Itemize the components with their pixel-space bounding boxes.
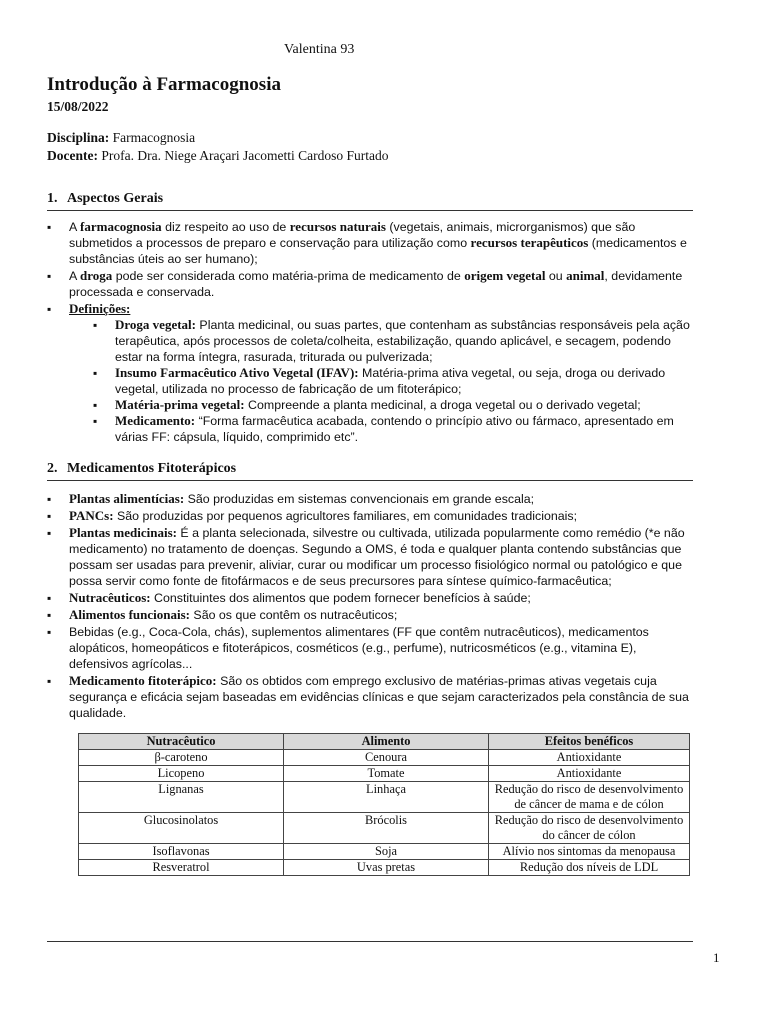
list-item: ▪ Medicamento fitoterápico: São os obtidos com emprego exclusivo de matérias-primas ativas vegetais cuja segurança e eficácia sejam baseadas em evidências clínicas e que sejam caracterizados pela constância de sua qualidade. [47, 673, 693, 721]
table-cell: Soja [284, 844, 489, 860]
table-header-row [79, 734, 690, 750]
nutraceuticals-table [78, 733, 690, 876]
table-cell: Lignanas [79, 782, 284, 813]
definitions-label: Definições: [69, 301, 131, 316]
definition-item: ▪ Droga vegetal: Planta medicinal, ou suas partes, que contenham as substâncias responsáveis pela ação terapêutica, após processos de coleta/colheita, estabilização, quando aplicável, e secagem, podendo estar na forma íntegra, rasurada, triturada ou pulverizada; [69, 317, 693, 365]
definitions-item [47, 301, 693, 445]
definition-item: ▪ Matéria-prima vegetal: Compreende a planta medicinal, a droga vegetal ou o derivado vegetal; [69, 397, 693, 413]
table-cell: Tomate [284, 766, 489, 782]
table-cell: Antioxidante [489, 750, 690, 766]
list-item: ▪ Nutracêuticos: Constituintes dos alimentos que podem fornecer benefícios à saúde; [47, 590, 693, 606]
table-cell: Linhaça [284, 782, 489, 813]
table-cell: Antioxidante [489, 766, 690, 782]
list-item: ▪ Alimentos funcionais: São os que contêm os nutracêuticos; [47, 607, 693, 623]
section-2-number: 2. [47, 461, 58, 476]
table-cell: Redução dos níveis de LDL [489, 860, 690, 876]
table-row [79, 860, 690, 876]
list-item: ▪ PANCs: São produzidas por pequenos agricultores familiares, em comunidades tradicionais; [47, 508, 693, 524]
table-row [79, 766, 690, 782]
table-cell: Isoflavonas [79, 844, 284, 860]
section-1-heading [47, 191, 693, 211]
section-2-heading [47, 461, 693, 481]
teacher-value: Profa. Dra. Niege Araçari Jacometti Cardoso Furtado [101, 148, 389, 163]
discipline-label: Disciplina: [47, 130, 110, 145]
section-1-list [47, 219, 693, 446]
definition-item: ▪ Insumo Farmacêutico Ativo Vegetal (IFAV): Matéria-prima ativa vegetal, ou seja, droga ou derivado vegetal, utilizada no processo de fabricação de um fitoterápico; [69, 365, 693, 397]
table-cell: Redução do risco de desenvolvimento de câncer de mama e de cólon [489, 782, 690, 813]
table-cell: Uvas pretas [284, 860, 489, 876]
table-row [79, 750, 690, 766]
table-row [79, 813, 690, 844]
section-1-title: Aspectos Gerais [67, 191, 164, 206]
list-item: ▪ A droga pode ser considerada como matéria-prima de medicamento de origem vegetal ou animal, devidamente processada e conservada. [47, 268, 693, 300]
list-item: ▪ Plantas medicinais: É a planta selecionada, silvestre ou cultivada, utilizada popularmente como remédio (*e não medicamento) no tratamento de doenças. Segundo a OMS, é toda e qualquer planta contendo substâncias que possam ser usadas para prevenir, aliviar, curar ou modificar um processo fisiológico normal ou patológico e que possa servir como fonte de fitofármacos e de seus precursores para síntese químico-farmacêutica; [47, 525, 693, 589]
column-header: Efeitos benéficos [489, 734, 690, 750]
section-1-number: 1. [47, 191, 58, 206]
table-cell: Redução do risco de desenvolvimento do câncer de cólon [489, 813, 690, 844]
table-cell: Cenoura [284, 750, 489, 766]
table-cell: Glucosinolatos [79, 813, 284, 844]
document-title: Introdução à Farmacognosia [47, 74, 281, 95]
discipline-line [47, 130, 195, 146]
header-author: Valentina 93 [284, 42, 355, 57]
column-header: Nutracêutico [79, 734, 284, 750]
table-row [79, 844, 690, 860]
discipline-value: Farmacognosia [112, 130, 196, 145]
teacher-label: Docente: [47, 148, 98, 163]
section-2-title: Medicamentos Fitoterápicos [67, 461, 237, 476]
list-item: ▪ Plantas alimentícias: São produzidas em sistemas convencionais em grande escala; [47, 491, 693, 507]
definitions-list [69, 317, 693, 445]
table-cell: β-caroteno [79, 750, 284, 766]
list-item: ▪ A farmacognosia diz respeito ao uso de recursos naturais (vegetais, animais, microrganismos) que são submetidos a processos de preparo e conservação para utilização como recursos terapêuticos (medicamentos e substâncias úteis ao ser humano); [47, 219, 693, 267]
definition-item: ▪ Medicamento: “Forma farmacêutica acabada, contendo o princípio ativo ou fármaco, apresentado em várias FF: cápsula, líquido, comprimido etc”. [69, 413, 693, 445]
table-cell: Alívio nos sintomas da menopausa [489, 844, 690, 860]
table-cell: Resveratrol [79, 860, 284, 876]
list-item: ▪ Bebidas (e.g., Coca-Cola, chás), suplementos alimentares (FF que contêm nutracêuticos), medicamentos alopáticos, homeopáticos e fitoterápicos, cosméticos (e.g., perfume), nutricosméticos (e.g., vitamina E), defensivos agrícolas... [47, 624, 693, 672]
document-date: 15/08/2022 [47, 99, 109, 114]
page-number: 1 [713, 950, 720, 965]
teacher-line [47, 148, 389, 164]
table-cell: Licopeno [79, 766, 284, 782]
table-cell: Brócolis [284, 813, 489, 844]
section-2-list [47, 491, 693, 722]
table-row [79, 782, 690, 813]
column-header: Alimento [284, 734, 489, 750]
footer-divider [47, 941, 693, 942]
